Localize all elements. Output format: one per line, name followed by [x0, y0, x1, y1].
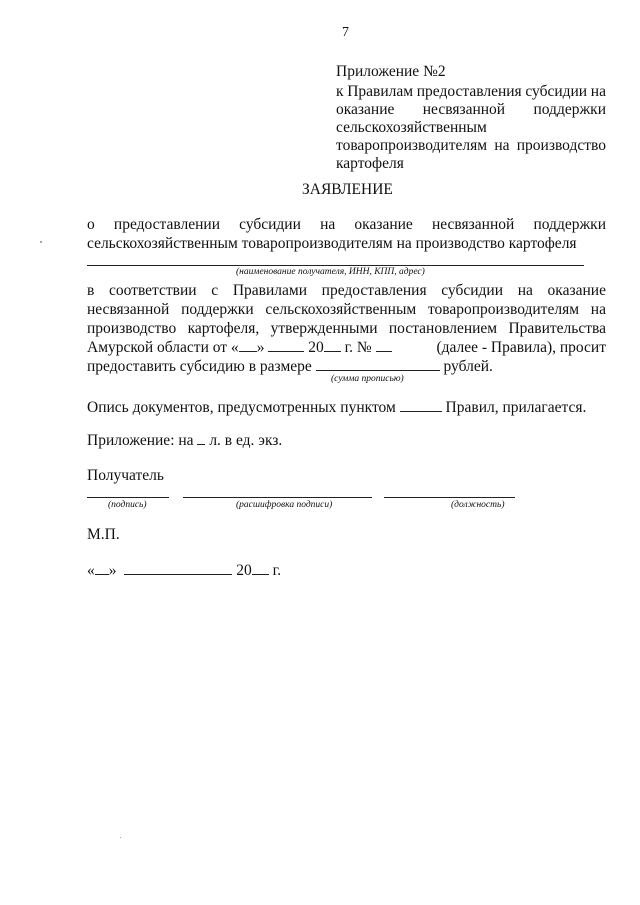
resolution-day-blank — [239, 338, 257, 352]
subsidy-amount-blank — [316, 357, 440, 371]
resolution-number-label: г. № — [344, 339, 372, 356]
word: субсидии — [525, 83, 588, 100]
word: на — [590, 83, 606, 100]
body-line-4-right: (далее - Правила), просит — [436, 339, 606, 356]
appendix-line-3: сельскохозяйственным — [336, 119, 487, 136]
word: в — [87, 282, 95, 299]
word: картофеля, — [187, 320, 260, 337]
signature-transcript-caption: (расшифровка подписи) — [236, 500, 333, 510]
currency-label: рублей. — [443, 358, 493, 375]
word: предоставлении — [113, 216, 220, 233]
body-line-1 — [87, 281, 606, 300]
page-number: 7 — [342, 25, 349, 40]
quote-close: » — [256, 339, 265, 356]
attachment-text-end: л. в ед. экз. — [209, 432, 283, 449]
resolution-month-blank — [268, 338, 304, 352]
word: на — [494, 137, 510, 154]
word: о — [87, 216, 95, 233]
signature-caption: (подпись) — [108, 500, 147, 510]
appendix-line-5: картофеля — [336, 155, 404, 172]
body-line-3 — [87, 319, 606, 338]
word: несвязанной — [87, 301, 170, 318]
resolution-year-blank — [324, 338, 341, 352]
word: субсидии — [239, 216, 301, 233]
resolution-date-prefix: Амурской области от « — [87, 339, 239, 356]
word: субсидии — [441, 282, 504, 299]
date-month-blank — [124, 561, 232, 575]
attachment-line — [87, 431, 282, 450]
subject-line-1 — [87, 215, 606, 234]
scan-speck — [40, 241, 42, 243]
appendix-line-4 — [336, 136, 606, 155]
word: несвязанной — [422, 101, 506, 118]
word: производство — [516, 137, 606, 154]
date-day-blank — [95, 561, 109, 575]
word: предоставления — [321, 282, 427, 299]
body-line-5 — [87, 357, 493, 376]
recipient-line — [87, 265, 584, 266]
subject-line-2: сельскохозяйственным товаропроизводителям на производство картофеля — [87, 235, 577, 252]
date-year-blank — [252, 561, 269, 575]
position-line — [384, 497, 515, 498]
signature-transcript-line — [183, 497, 372, 498]
position-caption: (должность) — [451, 500, 505, 510]
recipient-label: Получатель — [87, 467, 164, 484]
word: поддержки — [533, 101, 606, 118]
word: несвязанной — [431, 216, 515, 233]
inventory-text: Опись документов, предусмотренных пунктом — [87, 399, 396, 416]
date-year-prefix: 20 — [236, 562, 252, 579]
date-year-suffix: г. — [272, 562, 282, 579]
word: на — [320, 216, 336, 233]
amount-caption: (сумма прописью) — [331, 374, 404, 384]
word: Правилами — [232, 282, 307, 299]
year-prefix: 20 — [308, 339, 324, 356]
word: утвержденными — [270, 320, 378, 337]
word: на — [590, 301, 606, 318]
document-heading: ЗАЯВЛЕНИЕ — [302, 181, 393, 198]
resolution-number-blank — [376, 338, 392, 352]
sheet-count-blank — [197, 431, 205, 445]
inventory-line — [87, 398, 586, 417]
word: оказание — [547, 282, 606, 299]
word: товаропроизводителям — [427, 301, 580, 318]
word: оказание — [336, 101, 395, 118]
scan-speck — [120, 837, 121, 838]
date-quote-close: » — [108, 562, 117, 579]
stamp-label: М.П. — [87, 526, 120, 543]
word: товаропроизводителям — [336, 137, 488, 154]
attachment-text: Приложение: на — [87, 432, 194, 449]
recipient-caption: (наименование получателя, ИНН, КПП, адрес) — [236, 267, 425, 277]
word: предоставления — [416, 83, 522, 100]
appendix-title: Приложение №2 — [336, 63, 446, 80]
word: с — [211, 282, 219, 299]
clause-number-blank — [400, 398, 442, 412]
word: оказание — [354, 216, 413, 233]
appendix-line-2 — [336, 100, 606, 119]
date-quote-open: « — [87, 562, 95, 579]
appendix-line-1 — [336, 82, 606, 101]
date-line — [87, 561, 281, 580]
body-line-4-left — [87, 338, 392, 357]
body-line-4 — [87, 338, 606, 357]
word: Правилам — [347, 83, 414, 100]
word: постановлением — [388, 320, 498, 337]
word: на — [517, 282, 533, 299]
inventory-text-end: Правил, прилагается. — [445, 399, 587, 416]
word: к — [336, 83, 344, 100]
body-line-2 — [87, 300, 606, 319]
signature-line — [87, 497, 169, 498]
word: производство — [87, 320, 177, 337]
word: соответствии — [109, 282, 197, 299]
word: поддержки — [181, 301, 254, 318]
subsidy-amount-label: предоставить субсидию в размере — [87, 358, 312, 375]
word: поддержки — [533, 216, 606, 233]
word: сельскохозяйственным — [265, 301, 417, 318]
word: Правительства — [508, 320, 606, 337]
